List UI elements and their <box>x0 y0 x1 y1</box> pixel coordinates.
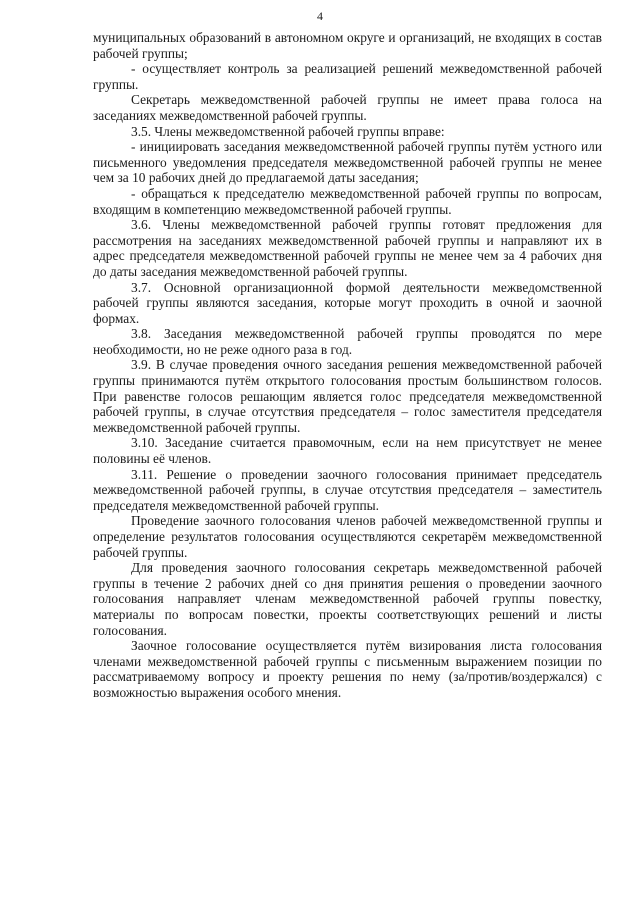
paragraph-continuation: муниципальных образований в автономном округе и организаций, не входящих в состав рабочей группы; <box>93 30 602 61</box>
paragraph-3-9: 3.9. В случае проведения очного заседания решения межведомственной рабочей группы принимаются путём открытого голосования простым большинством голосов. При равенстве голосов решающим является голос председателя межведомственной рабочей группы, в случае отсутствия председателя – голос заместителя председателя межведомственной рабочей группы. <box>93 357 602 435</box>
paragraph-appeal-chair: - обращаться к председателю межведомственной рабочей группы по вопросам, входящим в компетенцию межведомственной рабочей группы. <box>93 185 602 217</box>
paragraph-control-duty: - осуществляет контроль за реализацией решений межведомственной рабочей группы. <box>93 61 602 92</box>
paragraph-3-10: 3.10. Заседание считается правомочным, если на нем присутствует не менее половины её членов. <box>93 435 602 467</box>
paragraph-secretary-no-vote: Секретарь межведомственной рабочей группы не имеет права голоса на заседаниях межведомственной рабочей группы. <box>93 92 602 123</box>
paragraph-3-6: 3.6. Члены межведомственной рабочей группы готовят предложения для рассмотрения на заседаниях межведомственной рабочей группы и направляют их в адрес председателя межведомственной рабочей группы не менее чем за 4 рабочих дня до даты заседания межведомственной рабочей группы. <box>93 217 602 279</box>
page-number: 4 <box>317 9 323 23</box>
paragraph-3-8: 3.8. Заседания межведомственной рабочей группы проводятся по мере необходимости, но не реже одного раза в год. <box>93 326 602 357</box>
paragraph-3-7: 3.7. Основной организационной формой деятельности межведомственной рабочей группы являются заседания, которые могут проходить в очной и заочной формах. <box>93 279 602 326</box>
paragraph-absentee-voting: Заочное голосование осуществляется путём визирования листа голосования членами межведомственной рабочей группы с письменным выражением позиции по рассматриваемому вопросу и проекту решения по нему (за/против/воздержался) с возможностью выражения особого мнения. <box>93 638 602 700</box>
paragraph-3-11: 3.11. Решение о проведении заочного голосования принимает председатель межведомственной рабочей группы, в случае отсутствия председателя – заместитель председателя межведомственной рабочей группы. <box>93 466 602 513</box>
paragraph-3-5: 3.5. Члены межведомственной рабочей группы вправе: <box>131 123 445 139</box>
paragraph-absentee-procedure: Для проведения заочного голосования секретарь межведомственной рабочей группы в течение 2 рабочих дней со дня принятия решения о проведении заочного голосования направляет членам межведомственной рабочей группы повестку, материалы по вопросам повестки, проекты соответствующих решений и листы голосования. <box>93 560 602 638</box>
paragraph-initiate-meetings: - инициировать заседания межведомственной рабочей группы путём устного или письменного уведомления председателя межведомственной рабочей группы не менее чем за 10 рабочих дней до предлагаемой даты заседания; <box>93 139 602 186</box>
paragraph-absentee-conduct: Проведение заочного голосования членов рабочей межведомственной группы и определение результатов голосования осуществляются секретарём межведомственной рабочей группы. <box>93 513 602 560</box>
document-body <box>93 30 602 701</box>
